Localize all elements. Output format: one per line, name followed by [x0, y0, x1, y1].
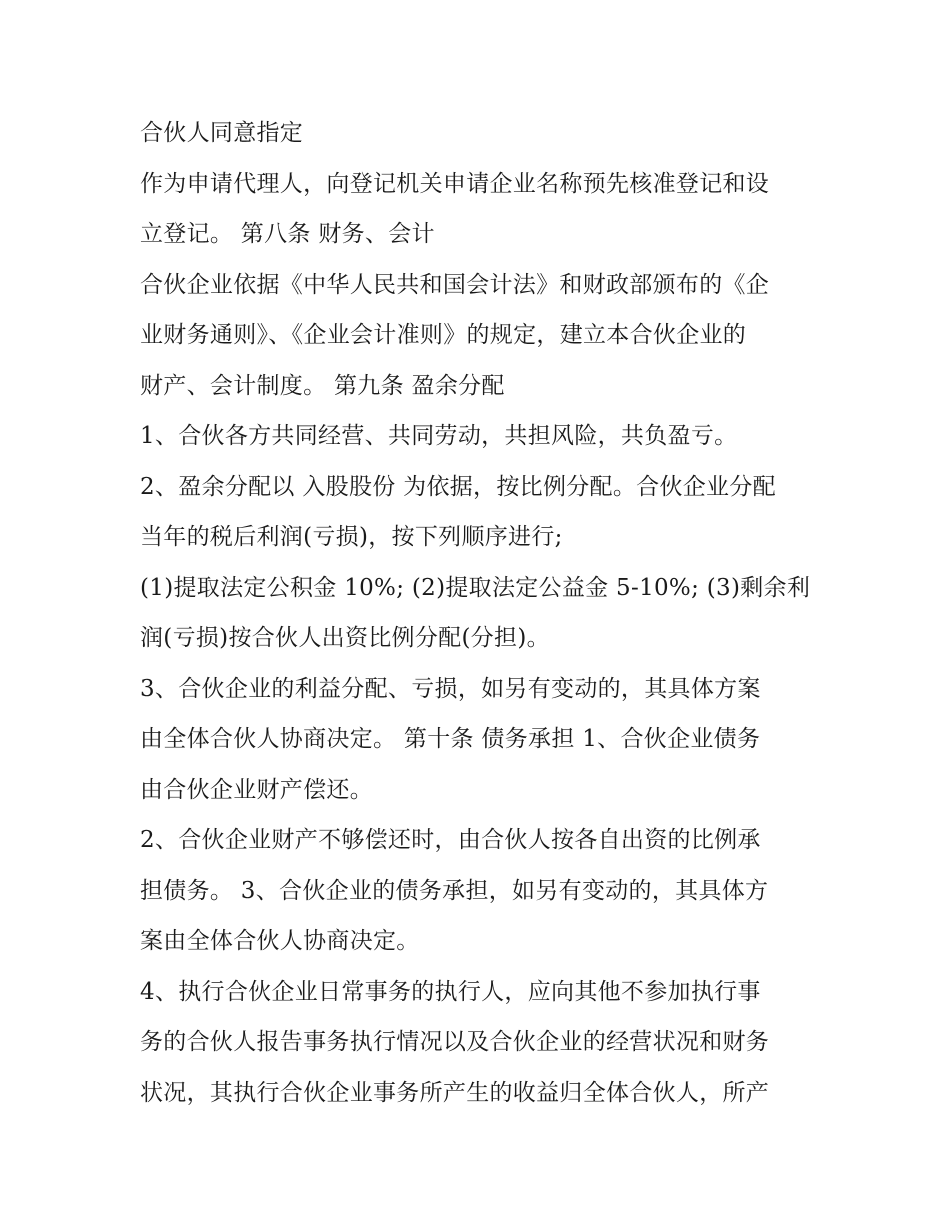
text-line: 业财务通则》、《企业会计准则》的规定，建立本合伙企业的 [140, 322, 747, 348]
text-line: 4、执行合伙企业日常事务的执行人，应向其他不参加执行事 [140, 978, 761, 1005]
text-line: 1、合伙各方共同经营、共同劳动，共担风险，共负盈亏。 [140, 423, 738, 449]
text-line: 状况，其执行合伙企业事务所产生的收益归全体合伙人，所产 [140, 1079, 770, 1106]
text-line: 作为申请代理人，向登记机关申请企业名称预先核准登记和设 [140, 170, 770, 197]
text-line: 润(亏损)按合伙人出资比例分配(分担)。 [140, 625, 550, 651]
text-line: 立登记。 第八条 财务、会计 [140, 221, 435, 247]
document-body [140, 108, 820, 1118]
text-line: 务的合伙人报告事务执行情况以及合伙企业的经营状况和财务 [140, 1029, 770, 1055]
text-line: 3、合伙企业的利益分配、亏损，如另有变动的，其具体方案 [140, 675, 761, 702]
text-line: 由全体合伙人协商决定。 第十条 债务承担 1、合伙企业债务 [140, 726, 761, 752]
text-line: 由合伙企业财产偿还。 [140, 776, 373, 803]
text-line: 合伙企业依据《中华人民共和国会计法》和财政部颁布的《企 [140, 271, 770, 298]
text-line: 2、合伙企业财产不够偿还时，由合伙人按各自出资的比例承 [140, 827, 761, 853]
text-line: 担债务。 3、合伙企业的债务承担，如另有变动的，其具体方 [140, 877, 769, 904]
text-line: 当年的税后利润(亏损)，按下列顺序进行; [140, 524, 563, 550]
text-line: 合伙人同意指定 [140, 120, 304, 146]
text-line: 案由全体合伙人协商决定。 [140, 928, 420, 954]
text-line: (1)提取法定公积金 10%; (2)提取法定公益金 5-10%; (3)剩余利 [140, 574, 811, 601]
text-line: 2、盈余分配以 入股股份 为依据，按比例分配。合伙企业分配 [140, 473, 776, 500]
text-line: 财产、会计制度。 第九条 盈余分配 [140, 372, 505, 399]
